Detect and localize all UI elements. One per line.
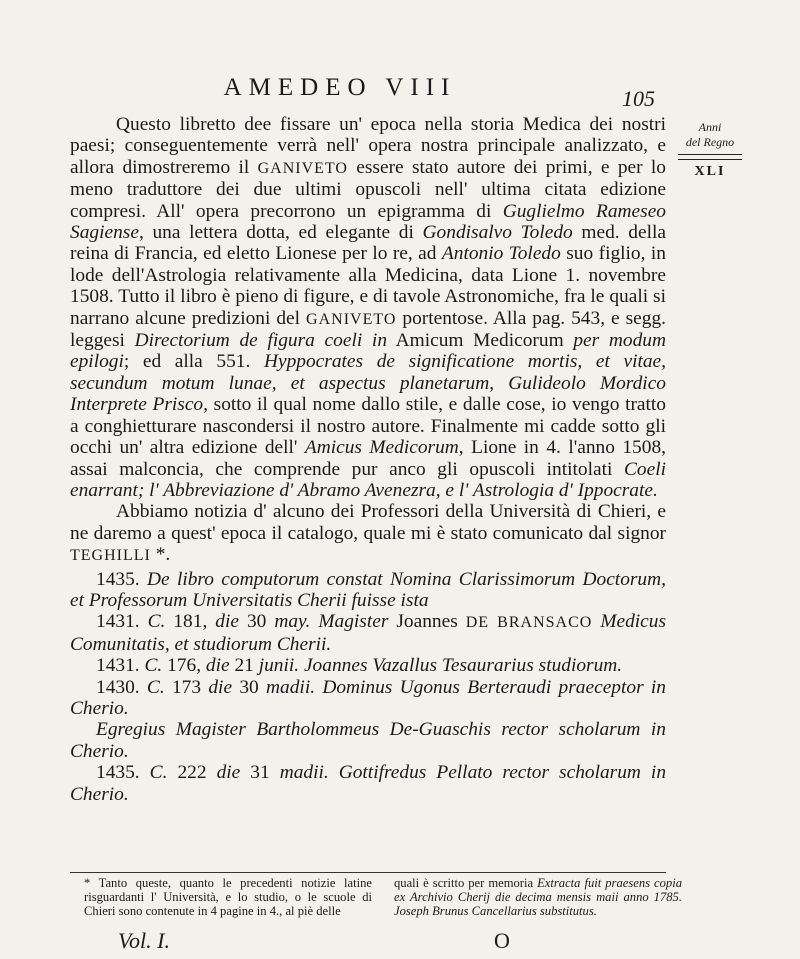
footnote-left-text: * Tanto queste, quanto le precedenti notizie latine risguardanti l' Università, e lo studio, o le scuole di Chieri sono contenute in 4 pagine in 4., al piè delle <box>84 876 372 918</box>
footnote-right <box>394 876 682 918</box>
italic-run: Amicus Medicorum <box>304 437 459 459</box>
italic-run: Guglielmo Rameseo Sagiense <box>70 200 666 244</box>
italic-run: Directorium de figura coeli in <box>134 330 388 352</box>
small-caps-run: GANIVETO <box>257 159 348 177</box>
regnal-year: XLI <box>694 164 726 179</box>
italic-run: Gondisalvo Toledo <box>422 222 573 244</box>
text-run: 1430. <box>96 676 147 698</box>
entry <box>70 655 666 676</box>
text-run: 1435. <box>96 762 150 784</box>
entry <box>70 569 666 612</box>
text-run: portentose. Alla pag. 543, e segg. leggesi <box>70 307 666 352</box>
text-run: Joannes <box>388 611 466 633</box>
sheet-mark: O <box>494 928 510 953</box>
italic-run: C. <box>144 655 163 677</box>
italic-run: C. <box>147 611 166 633</box>
paragraph-2 <box>70 501 666 566</box>
professor-entries <box>70 569 666 805</box>
margin-note-line1: Anni <box>698 120 722 134</box>
italic-run: die <box>205 655 230 677</box>
margin-rule <box>678 154 742 160</box>
italic-run: madii. Dominus Ugonus Berteraudi praeceptor in Cherio. <box>70 676 666 719</box>
italic-run: junii. Joannes Vazallus Tesaurarius studiorum. <box>258 655 623 677</box>
text-run: 1435. <box>96 568 147 590</box>
footnote-right-plain: quali è scritto per memoria <box>394 876 538 890</box>
italic-run: Hyppocrates de significatione mortis, et vitae, secundum motum lunae, et aspectus planetarum, Gulideolo Mordico Interprete Prisco, <box>70 351 666 416</box>
text-run: ; ed alla 551. <box>123 351 264 373</box>
text-run: 176, <box>162 655 206 677</box>
entry <box>70 719 666 762</box>
page-number: 105 <box>622 86 655 111</box>
small-caps-run: DE BRANSACO <box>465 614 593 632</box>
text-run: , Lione in 4. l'anno 1508, assai malconcia, che comprende pur anco gli opuscoli intitolati <box>70 437 666 480</box>
italic-run: Antonio Toledo <box>441 243 561 265</box>
text-run: 222 <box>167 762 217 784</box>
footnote-separator <box>70 872 666 873</box>
small-caps-run: TEGHILLI <box>70 547 151 565</box>
italic-run: Coeli enarrant; l' Abbreviazione d' Abramo Avenezra, e l' Astrologia d' Ippocrate. <box>70 458 666 501</box>
text-run: 1431. <box>96 611 148 633</box>
footnote-right-italic: Extracta fuit praesens copia ex Archivio Cherij die decima mensis maii anno 1785. Joseph Brunus Cancellarius substitutus. <box>394 876 682 918</box>
italic-run: C. <box>149 762 168 784</box>
volume-signature: Vol. I. <box>118 928 170 953</box>
italic-run: die <box>208 676 233 698</box>
italic-run: Medicus Comunitatis, et studiorum Cherii. <box>70 611 667 655</box>
italic-run: C. <box>146 676 165 698</box>
text-run: Questo libretto dee fissare un' epoca nella storia Medica dei nostri paesi; conseguentemente verrà nell' opera nostra principale analizzato, e allora dimostreremo il <box>70 114 666 178</box>
text-run: essere stato autore dei primi, e per lo meno traduttore dei due ultimi opuscoli nell' ultima citata edizione compresi. All' opera precorrono un epigramma di <box>70 156 666 222</box>
italic-run: die <box>216 762 241 784</box>
margin-note <box>672 120 748 179</box>
text-run: 31 <box>240 762 280 784</box>
margin-note-line2: del Regno <box>685 135 735 149</box>
running-head: AMEDEO VIII <box>223 74 457 101</box>
paragraph-1 <box>70 114 666 501</box>
text-run: suo figlio, in lode dell'Astrologia relativamente alla Medicina, data Lione 1. novembre 1508. Tutto il libro è pieno di figure, e di tavole Astronomiche, fra le quali si narrano alcune predizioni del <box>70 243 666 329</box>
main-text <box>70 114 666 805</box>
text-run: *. <box>150 544 171 566</box>
text-run: 173 <box>164 676 209 698</box>
footnote <box>84 876 684 918</box>
text-run: 1431. <box>96 655 145 677</box>
italic-run: per modum epilogi <box>70 330 666 373</box>
italic-run: madii. Gottifredus Pellato rector scholarum in Cherio. <box>70 762 667 805</box>
text-run: Amicum Medicorum <box>387 330 574 352</box>
italic-run: De libro computorum constat Nomina Clarissimorum Doctorum, et Professorum Universitatis Cherii fuisse ista <box>70 568 666 611</box>
small-caps-run: GANIVETO <box>306 310 397 328</box>
entry <box>70 677 666 720</box>
footnote-right-text <box>394 876 682 918</box>
entry <box>70 611 666 655</box>
text-run: med. della reina di Francia, ed eletto Lionese per lo re, ad <box>70 222 666 265</box>
italic-run: die <box>215 611 239 633</box>
entry <box>70 762 666 805</box>
text-run: 30 <box>238 611 275 633</box>
text-run: Abbiamo notizia d' alcuno dei Professori della Università di Chieri, e ne daremo a quest' epoca il catalogo, quale mi è stato comunicato dal signor <box>70 501 666 544</box>
text-run: 181, <box>165 611 216 633</box>
text-run: sotto il qual nome dallo stile, e dalle cose, io vengo tratto a conghietturare nascondersi il nostro autore. Finalmente mi cadde sotto gli occhi un' altra edizione dell' <box>70 394 666 459</box>
footnote-left <box>84 876 372 918</box>
text-run: , una lettera dotta, ed elegante di <box>138 222 423 244</box>
italic-run: Egregius Magister Bartholommeus De-Guaschis rector scholarum in Cherio. <box>70 719 666 762</box>
text-run: 30 <box>232 676 267 698</box>
italic-run: may. Magister <box>274 611 389 633</box>
text-run: 21 <box>229 655 259 677</box>
